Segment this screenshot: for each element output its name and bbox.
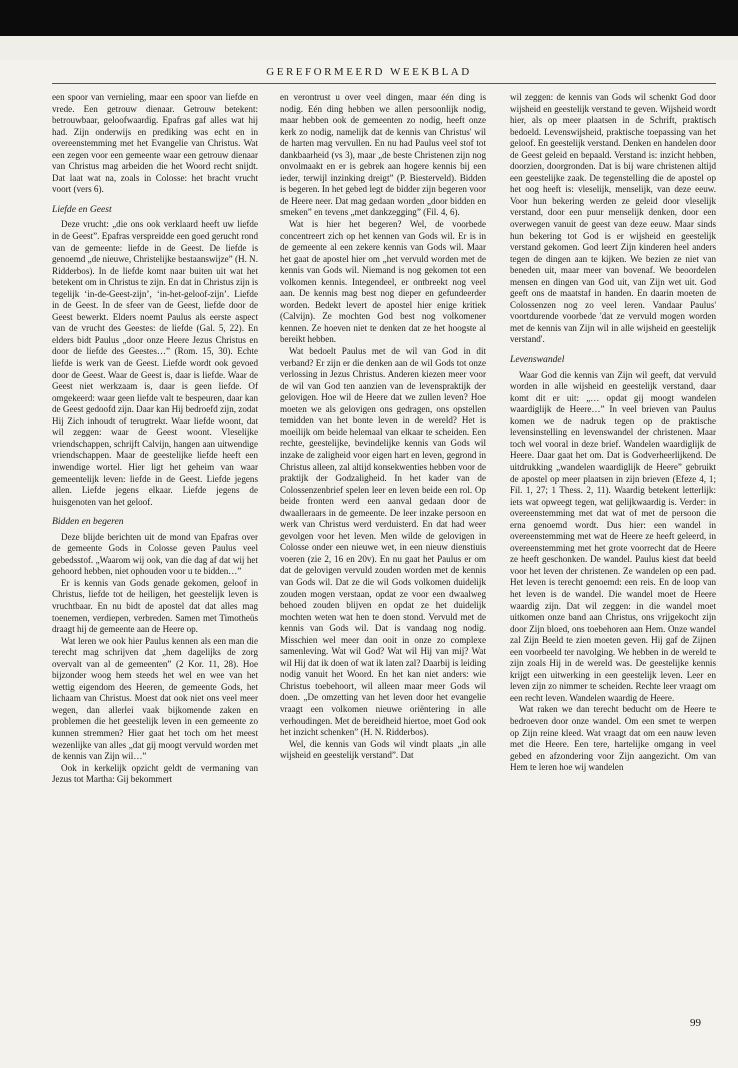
section-heading-levenswandel: Levenswandel — [510, 354, 565, 366]
paragraph: Deze blijde berichten uit de mond van Epafras over de gemeente Gods in Colosse geven Paulus veel gebedsstof. „Waarom wij ook, van die dag af dat wij het gehoord hebben, niet ophouden voor u te bidden…” — [52, 531, 258, 577]
paragraph: een spoor van vernieling, maar een spoor van liefde en vrede. Een getrouw dienaar. Getrouw betekent: betrouwbaar, geloofwaardig. Epafras gaf alles wat hij had. Zijn onderwijs en prediking was echt en in overeenstemming met het Evangelie van Christus. Wat een zegen voor een gemeente waar een getrouw dienaar van Christus mag arbeiden die het Woord recht snijdt. Dat laat wat na, zoals in Colosse: het bracht vrucht voort (vers 6). — [52, 92, 258, 195]
paragraph: Wel, die kennis van Gods wil vindt plaats „in alle wijsheid en geestelijk verstand”. Dat — [280, 738, 486, 761]
paragraph: Er is kennis van Gods genade gekomen, geloof in Christus, liefde tot de heiligen, het geestelijk leven is vruchtbaar. En nu bidt de apostel dat dat alles mag toenemen, verdiepen, verbreden. Samen met Timotheüs draagt hij de gemeente aan de Heere op. — [52, 577, 258, 635]
paragraph: Wat is hier het begeren? Wel, de voorbede concentreert zich op het kennen van Gods wil. Er is in de gemeente al een zekere kennis van Gods wil. Maar het gaat de apostel hier om „het vervuld worden met de kennis van Gods wil. Niemand is nog gekomen tot een volkomen kennis. Integendeel, er ontbreekt nog veel aan. De kennis mag best nog dieper en gefundeerder worden. Bedekt levert de apostel hier enige kritiek (Calvijn). Ze mochten God best nog volkomener kennen. Ze hoeven niet te denken dat ze het hoogste al bereikt hebben. — [280, 219, 486, 345]
paragraph: Wat leren we ook hier Paulus kennen als een man die terecht mag schrijven dat „hem dagelijks de zorg overvalt van al de gemeenten” (2 Kor. 11, 28). Hoe bijzonder woog hem steeds het wel en wee van het wettig eigendom des Heeren, de gemeente Gods, het lichaam van Christus. Moest dat ook niet ons veel meer wegen, dan allerlei vaak bijkomende zaken en problemen die het geestelijk leven in een gemeente zo kunnen stremmen? Hier gaat het toch om het meest wezenlijke van alles „dat gij moogt vervuld worden met de kennis van Zijn wil…” — [52, 635, 258, 762]
column-left — [52, 92, 258, 1012]
paragraph: Ook in kerkelijk opzicht geldt de vermaning van Jezus tot Martha: Gij bekommert — [52, 762, 258, 785]
header-rule — [52, 83, 716, 84]
scan-top-border — [0, 0, 738, 36]
section-heading-liefde-en-geest: Liefde en Geest — [52, 203, 112, 215]
paragraph: Wat bedoelt Paulus met de wil van God in dit verband? Er zijn er die denken aan de wil Gods tot onze verlossing in Jezus Christus. Anderen kiezen meer voor de wil van God ten aanzien van de levenspraktijk der gelovigen. Hoe wil de Heere dat we zullen leven? Hoe moeten we als gelovigen ons gedragen, ons opstellen temidden van het bonte leven in de wereld? Het is moeilijk om beide helemaal van elkaar te scheiden. Een rechte, geestelijke, bevindelijke kennis van Gods wil inzake de zaligheid voor eigen hart en leven, gegrond in Christus alleen, zal altijd konsekwenties hebben voor de praktijk der Godzaligheid. In het kader van de Colossenzenbrief spelen leer en leven beide een rol. Op beide fronten werd een aanval gedaan door de dwaalleraars in de gemeente. De leer inzake persoon en werk van Christus werd verduisterd. En dat had weer gevolgen voor het leven. Men wilde de gelovigen in Colosse onder een nieuwe wet, in een nieuw dienstiuis voeren (zie 2, 16 en 20v). En nu gaat het Paulus er om dat de gelovigen vervuld zouden worden met de kennis van Gods wil. Dat ze die wil Gods volkomen duidelijk zouden mogen verstaan, opdat ze voor een dwaalweg behoed zouden blijven en opdat ze het duidelijk mochten weten wat hen te doen stond. Vervuld met de kennis van Gods wil. Dat is vandaag nog nodig. Misschien wel meer dan ooit in onze zo complexe samenleving. Wat wil God? Wat wil Hij van mij? Wat wil Hij dat ik doen of wat ik laten zal? Daarbij is leiding nodig vanuit het Woord. En het kan niet anders: wie Christus toebehoort, wil alleen maar meer Gods wil doen. „De omzetting van het leven door het evangelie vraagt een volkomen nieuwe oriëntering in alle verhoudingen. Met de bereidheid hiertoe, moet God ook het inzicht schenken” (H. N. Ridderbos). — [280, 346, 486, 738]
running-header: GEREFORMEERD WEEKBLAD — [266, 66, 472, 78]
paragraph: Deze vrucht: „die ons ook verklaard heeft uw liefde in de Geest”. Epafras verspreidde een goed gerucht rond van de gemeente: liefde in de Geest. De liefde is genoemd „de nieuwe, Christelijke bestaanswijze” (H. N. Ridderbos). In de liefde komt naar buiten uit wat het betekent om in Christus te zijn. En dat in Christus zijn is tegelijk ‘in-de-Geest-zijn’, ‘in-het-geloof-zijn’. Liefde in de Geest. In de sfeer van de Geest, liefde door de Geest bewerkt. Elders noemt Paulus als eerste aspect van de vrucht des Geestes: de liefde (Gal. 5, 22). En elders bidt Paulus „door onze Heere Jezus Christus en door de liefde des Geestes…” (Rom. 15, 30). Echte liefde is werk van de Geest. Liefde wordt ook gevoed door de Geest. Waar de Geest is, daar is liefde. Waar de Geest niet werkzaam is, daar is geen liefde. Of omgekeerd: waar geen liefde valt te bespeuren, daar kan de Geest gedoofd zijn. Daar kan Hij bedroefd zijn, zodat Hij Zich inhoudt of terugtrekt. Waar liefde woont, dat wil zeggen: waar de Geest woont. Vleselijke vriendschappen, schrijft Calvijn, hangen aan uitwendige vriendschappen. Maar de geestelijke liefde heeft een inwendige wortel. Hier ligt het geheim van waar gemeentelijk leven: liefde in de Geest. Liefde jegens allen. Liefde jegens elkaar. Liefde jegens de huisgenoten van het geloof. — [52, 219, 258, 507]
paragraph: Waar God die kennis van Zijn wil geeft, dat vervuld worden in alle wijsheid en geestelijk verstand, daar komt dit er uit: „… opdat gij moogt wandelen waardiglijk de Heere…” In veel brieven van Paulus komen we de nadruk tegen op de praktische levensinstelling en levenswandel der christenen. Maar toch wel vooral in deze brief. Wandelen waardiglijk de Heere. Daar gaat het om. Dat is Godverheerlijkend. De uitdrukking „wandelen waardiglijk de Heere” gebruikt de apostel op meer plaatsen in zijn brieven (Efeze 4, 1; Fil. 1, 27; 1 Thess. 2, 11). Waardig betekent letterlijk: iets wat opweegt tegen, wat gelijkwaardig is. Verder: in overeenstemming met dat wat of met de persoon die erna genoemd wordt. Dus hier: een wandel in overeenstemming met wat de Heere ze heeft geleerd, in overeenstemming met het grote voorrecht dat de Heere ze heeft geschonken. De wandel. Paulus kiest dat beeld voor het leven der christenen. Ze wandelen op een pad. Het leven is terecht genoemd: een reis. En de loop van het leven is de wandel. Die wandel moet de Heere waardig zijn. Dat wil zeggen: in die wandel moet uitkomen onze band aan Christus, ons vrijgekocht zijn door Zijn bloed, ons toebehoren aan Hem. Onze wandel zal Zijn Beeld te zien moeten geven. Hij gaf de Zijnen een voorbeeld ter navolging. We hebben in de wereld te zijn zoals Hij in de wereld was. De geestelijke kennis krijgt een uitwerking in een geestelijk leven. Leer en leven zijn zo nimmer te scheiden. Rechte leer vraagt om een recht leven. Wandelen waardig de Heere. — [510, 369, 716, 703]
column-right — [510, 92, 716, 1012]
paragraph: wil zeggen: de kennis van Gods wil schenkt God door wijsheid en geestelijk verstand te geven. Wijsheid wordt hier, als op meer plaatsen in de Schrift, praktisch bedoeld. Levenswijsheid, praktische toepassing van het geloof. En geestelijk verstand. Denken en handelen door de Geest geleid en bepaald. Verstand is: inzicht hebben, doorzien, doorgronden. Dat is bij ware christenen altijd een geestelijke zaak. De tegenstelling die de apostel op het oog heeft is: vleselijk, menselijk, van deze eeuw. Voor hun bekering werden ze geleid door vleselijk verstand, door een puur menselijk denken, door een overwegen vanuit de geest van deze eeuw. Maar sinds hun bekering tot God is er wijsheid en geestelijk verstand gekomen. God leert Zijn kinderen heel anders tegen de dingen aan te kijken. We bezien ze niet van beneden uit, maar meer van bovenaf. We beoordelen mensen en dingen van God uit, van Zijn wet uit. God geeft ons de maatstaf in handen. En daarin moeten de Colossenzen nog zo veel leren. Vandaar Paulus' voortdurende voorbede 'dat ze vervuld mogen worden met de kennis van Zijn wil in alle wijsheid en geestelijk verstand'. — [510, 92, 716, 345]
page-number: 99 — [690, 1017, 701, 1029]
paragraph: en verontrust u over veel dingen, maar één ding is nodig. Eén ding hebben we allen persoonlijk nodig, maar hebben ook de gemeenten zo nodig, heeft onze kerk zo nodig, namelijk dat de kennis van Christus' wil de harten mag vervullen. En nu had Paulus veel stof tot dankbaarheid (vs 3), maar „de beste Christenen zijn nog onvolmaakt en er is gebrek aan hogere kennis bij een ieder, terwijl inzinking dreigt” (P. Biesterveld). Bidden is begeren. In het gebed legt de bidder zijn begeren voor de Heere neer. Dat mag gedaan worden „door bidden en smeken” en tevens „met dankzegging” (Fil. 4, 6). — [280, 92, 486, 218]
paragraph: Wat raken we dan terecht beducht om de Heere te bedroeven door onze wandel. Om een smet te werpen op Zijn reine kleed. Wat vraagt dat om een nauw leven met die Heere. Een tere, hartelijke omgang in veel gebed en afzondering voor Zijn aangezicht. Om van Hem te leren hoe wij wandelen — [510, 704, 716, 773]
section-heading-bidden-en-begeren: Bidden en begeren — [52, 516, 124, 528]
column-middle — [280, 92, 486, 1012]
scan-margin — [0, 36, 738, 60]
